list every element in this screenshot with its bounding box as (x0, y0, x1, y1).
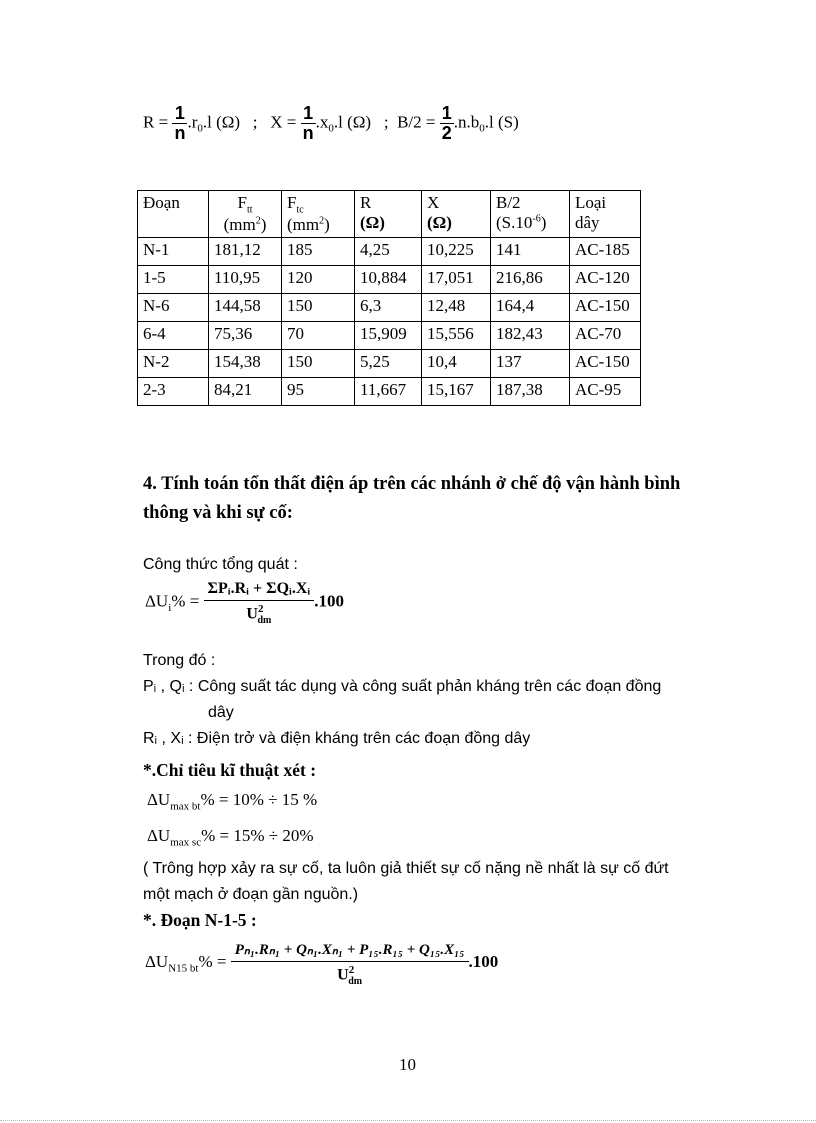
section-heading-line1: 4. Tính toán tổn thất điện áp trên các nhánh ở chế độ vận hành bình (143, 474, 681, 494)
table-cell: N-2 (138, 350, 209, 378)
general-formula-label: Công thức tổng quát : (143, 556, 298, 573)
table-cell: 75,36 (209, 322, 282, 350)
table-row (138, 322, 641, 350)
header-sub: tt (246, 204, 253, 216)
table-cell: AC-185 (570, 238, 641, 266)
table-cell: AC-120 (570, 266, 641, 294)
header-sup: -6 (532, 213, 541, 225)
table-cell: 154,38 (209, 350, 282, 378)
header-unit: (Ω) (427, 213, 452, 232)
header-cell (422, 191, 491, 238)
header-label: B/2 (496, 193, 521, 212)
where-label: Trong đó : (143, 652, 216, 669)
r-fraction (172, 104, 187, 143)
note-line1: ( Trông hợp xảy ra sự cố, ta luôn giả thiết sự cố nặng nề nhất là sự cố đứt (143, 860, 669, 877)
r-num: 1 (172, 104, 187, 124)
table-cell: 5,25 (355, 350, 422, 378)
table-cell: 84,21 (209, 378, 282, 406)
r-lhs: R = (143, 112, 169, 132)
table-cell: 12,48 (422, 294, 491, 322)
segment-den-sup: 2 (348, 964, 355, 976)
table-row (138, 238, 641, 266)
table-header-row (138, 191, 641, 238)
general-denominator (204, 601, 315, 626)
criteria-bt (147, 790, 317, 812)
header-cell (209, 191, 282, 238)
header-sub: tc (296, 204, 304, 216)
b-fraction (440, 104, 454, 143)
table-cell: 144,58 (209, 294, 282, 322)
where-block (143, 648, 743, 752)
table-row (138, 294, 641, 322)
x-fraction (301, 104, 316, 143)
general-lhs-tail: % = (171, 591, 200, 611)
r-rhs: .r (187, 112, 198, 132)
header-unit-close: ) (260, 215, 267, 235)
table-cell: 6,3 (355, 294, 422, 322)
general-den-sup: 2 (257, 603, 264, 615)
r-den: n (174, 122, 186, 143)
general-tail: .100 (314, 591, 344, 611)
general-numerator: ΣPᵢ.Rᵢ + ΣQᵢ.Xᵢ (204, 580, 315, 601)
r-tail: .l (Ω) (202, 112, 241, 132)
segment-fraction (231, 940, 469, 987)
segment-den-sub: dm (348, 975, 363, 987)
table-cell: 187,38 (491, 378, 570, 406)
x-sub: 0 (328, 122, 334, 135)
table-cell: AC-95 (570, 378, 641, 406)
general-formula (145, 580, 344, 626)
header-unit-close: ) (540, 213, 547, 232)
bt-sub: max bt (170, 800, 201, 813)
x-den: n (302, 122, 314, 143)
line-parameters-table (137, 190, 641, 406)
table-cell: 15,909 (355, 322, 422, 350)
table-cell: 4,25 (355, 238, 422, 266)
general-lhs: ΔU (145, 591, 169, 611)
segment-lhs: ΔU (145, 952, 169, 972)
section-heading-line2: thông và khi sự cố: (143, 503, 293, 523)
general-fraction (204, 580, 315, 626)
rx-definition: Rᵢ , Xᵢ : Điện trở và điện kháng trên các đoạn đồng dây (143, 730, 531, 747)
segment-lhs-tail: % = (198, 952, 227, 972)
header-unit: (mm (287, 215, 320, 235)
header-cell (282, 191, 355, 238)
sc-sub: max sc (170, 836, 202, 849)
table-row (138, 350, 641, 378)
criteria-title: *.Chỉ tiêu kĩ thuật xét : (143, 760, 317, 780)
table-cell: 6-4 (138, 322, 209, 350)
table-cell: 150 (282, 294, 355, 322)
header-unit: dây (575, 213, 600, 232)
b-num: 1 (441, 103, 452, 123)
segment-numerator: Pₙ₁.Rₙ₁ + Qₙ₁.Xₙ₁ + P₁₅.R₁₅ + Q₁₅.X₁₅ (231, 940, 469, 962)
header-label: F (287, 193, 297, 212)
segment-lhs-sub: N15 bt (168, 962, 199, 975)
x-tail: .l (Ω) (333, 112, 372, 132)
sc-lhs: ΔU (147, 826, 171, 845)
b-lhs: B/2 = (397, 112, 436, 132)
table-cell: 164,4 (491, 294, 570, 322)
segment-den-u: U (337, 966, 349, 984)
table-cell: 182,43 (491, 322, 570, 350)
x-rhs: .x (315, 112, 329, 132)
header-label: R (360, 193, 372, 212)
b-rhs: .n.b (453, 112, 480, 132)
note-line2: một mạch ở đoạn gần nguồn.) (143, 886, 359, 903)
header-sup: 2 (255, 215, 261, 227)
segment-title: *. Đoạn N-1-5 : (143, 910, 257, 930)
x-num: 1 (301, 104, 316, 124)
table-cell: AC-150 (570, 294, 641, 322)
table-cell: 120 (282, 266, 355, 294)
table-cell: AC-150 (570, 350, 641, 378)
section-heading (143, 470, 743, 528)
header-cell (491, 191, 570, 238)
table-cell: 141 (491, 238, 570, 266)
pq-definition-cont: dây (208, 704, 234, 721)
table-cell: 11,667 (355, 378, 422, 406)
table-cell: 10,884 (355, 266, 422, 294)
header-unit: (mm (223, 215, 256, 235)
bt-lhs: ΔU (147, 790, 171, 809)
impedance-formulas (143, 104, 519, 143)
criteria-note (143, 856, 753, 908)
criteria-sc (147, 826, 313, 848)
page-bottom-divider (0, 1120, 816, 1121)
table-cell: 70 (282, 322, 355, 350)
sep1: ; (252, 112, 258, 132)
segment-denominator (231, 962, 469, 987)
b-sub: 0 (479, 122, 485, 135)
header-label: Đoạn (143, 193, 180, 212)
table-cell: 110,95 (209, 266, 282, 294)
header-cell (138, 191, 209, 238)
table-cell: 17,051 (422, 266, 491, 294)
table-cell: 216,86 (491, 266, 570, 294)
header-unit: (Ω) (360, 213, 385, 232)
header-cell (355, 191, 422, 238)
sep2: ; (383, 112, 389, 132)
table-cell: 1-5 (138, 266, 209, 294)
table-row (138, 378, 641, 406)
sc-rhs: % = 15% ÷ 20% (201, 826, 314, 845)
table-cell: 150 (282, 350, 355, 378)
page-number: 10 (399, 1055, 416, 1074)
x-lhs: X = (270, 112, 297, 132)
table-cell: 185 (282, 238, 355, 266)
b-den: 2 (441, 122, 452, 143)
r-sub: 0 (197, 122, 203, 135)
table-cell: 15,167 (422, 378, 491, 406)
header-label: X (427, 193, 440, 212)
b-tail: .l (S) (484, 112, 519, 132)
header-label: Loại (575, 193, 607, 212)
table-row (138, 266, 641, 294)
table-cell: AC-70 (570, 322, 641, 350)
table-cell: 2-3 (138, 378, 209, 406)
table-cell: 95 (282, 378, 355, 406)
table-cell: 15,556 (422, 322, 491, 350)
header-unit: (S.10 (496, 213, 533, 232)
segment-tail: .100 (468, 952, 499, 972)
general-den-sub: dm (257, 614, 272, 626)
header-unit-close: ) (324, 215, 330, 235)
table-cell: 181,12 (209, 238, 282, 266)
table-cell: 10,4 (422, 350, 491, 378)
general-den-u: U (246, 605, 258, 623)
header-sup: 2 (319, 215, 325, 227)
pq-definition: Pᵢ , Qᵢ : Công suất tác dụng và công suất phản kháng trên các đoạn đồng (143, 678, 662, 695)
table-cell: N-6 (138, 294, 209, 322)
bt-rhs: % = 10% ÷ 15 % (200, 790, 318, 809)
table-cell: 137 (491, 350, 570, 378)
table-cell: 10,225 (422, 238, 491, 266)
general-lhs-sub: i (168, 602, 172, 615)
segment-formula (145, 940, 498, 987)
header-label: F (237, 193, 247, 212)
header-cell (570, 191, 641, 238)
table-cell: N-1 (138, 238, 209, 266)
